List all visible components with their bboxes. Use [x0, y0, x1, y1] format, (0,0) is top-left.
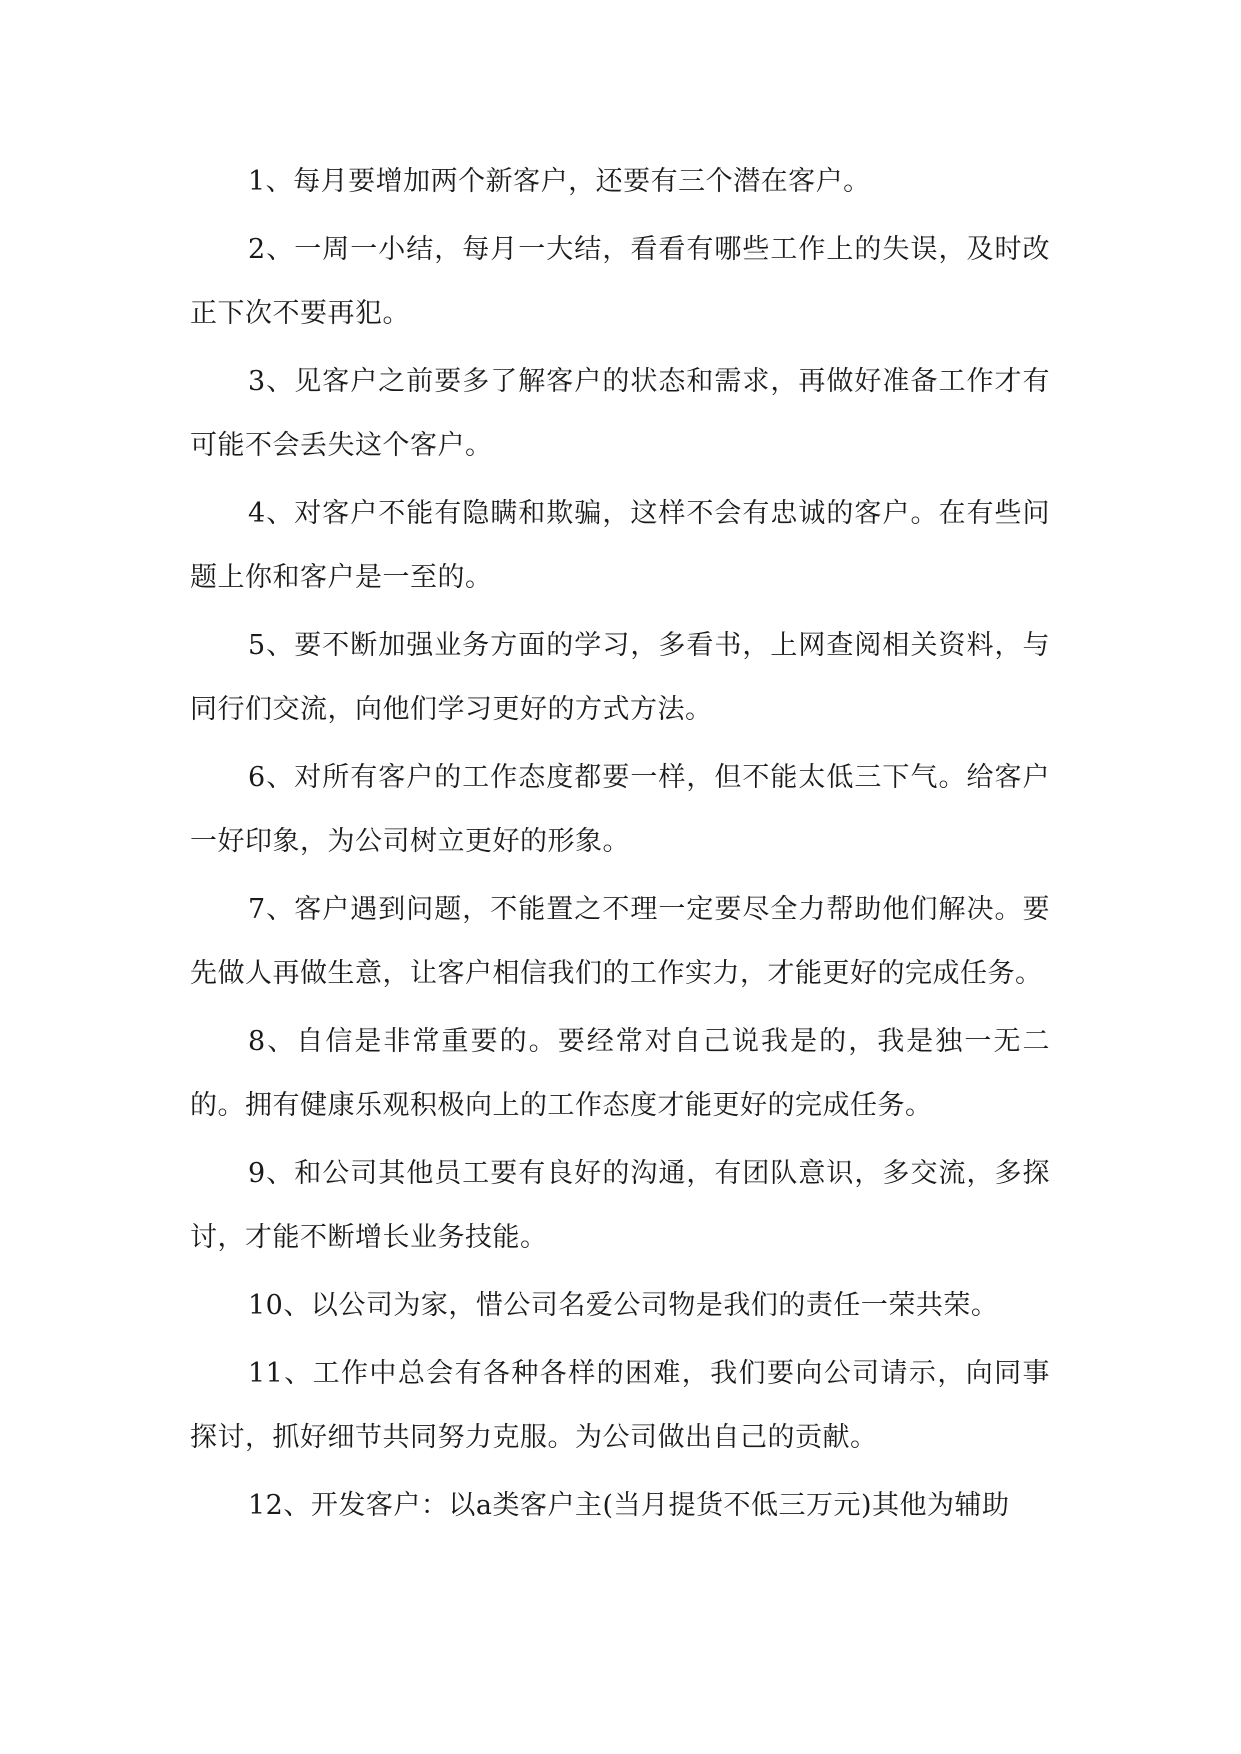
paragraph-2: 2、一周一小结，每月一大结，看看有哪些工作上的失误，及时改正下次不要再犯。 [190, 234, 1050, 329]
paragraph-7: 7、客户遇到问题，不能置之不理一定要尽全力帮助他们解决。要先做人再做生意，让客户相信我们的工作实力，才能更好的完成任务。 [190, 894, 1050, 989]
paragraph-1: 1、每月要增加两个新客户，还要有三个潜在客户。 [248, 166, 871, 197]
paragraph-11: 11、工作中总会有各种各样的困难，我们要向公司请示，向同事探讨，抓好细节共同努力克服。为公司做出自己的贡献。 [190, 1358, 1050, 1453]
paragraph-12: 12、开发客户：以a类客户主(当月提货不低三万元)其他为辅助 [248, 1490, 1010, 1521]
paragraph-10: 10、以公司为家，惜公司名爱公司物是我们的责任一荣共荣。 [248, 1290, 999, 1321]
paragraph-3: 3、见客户之前要多了解客户的状态和需求，再做好准备工作才有可能不会丢失这个客户。 [190, 366, 1050, 461]
paragraph-6: 6、对所有客户的工作态度都要一样，但不能太低三下气。给客户一好印象，为公司树立更好的形象。 [190, 762, 1050, 857]
document-body [190, 150, 1050, 1542]
paragraph-4: 4、对客户不能有隐瞒和欺骗，这样不会有忠诚的客户。在有些问题上你和客户是一至的。 [190, 498, 1050, 593]
paragraph-9: 9、和公司其他员工要有良好的沟通，有团队意识，多交流，多探讨，才能不断增长业务技能。 [190, 1158, 1050, 1253]
paragraph-5: 5、要不断加强业务方面的学习，多看书，上网查阅相关资料，与同行们交流，向他们学习更好的方式方法。 [190, 630, 1050, 725]
paragraph-8: 8、自信是非常重要的。要经常对自己说我是的，我是独一无二的。拥有健康乐观积极向上的工作态度才能更好的完成任务。 [190, 1026, 1050, 1121]
